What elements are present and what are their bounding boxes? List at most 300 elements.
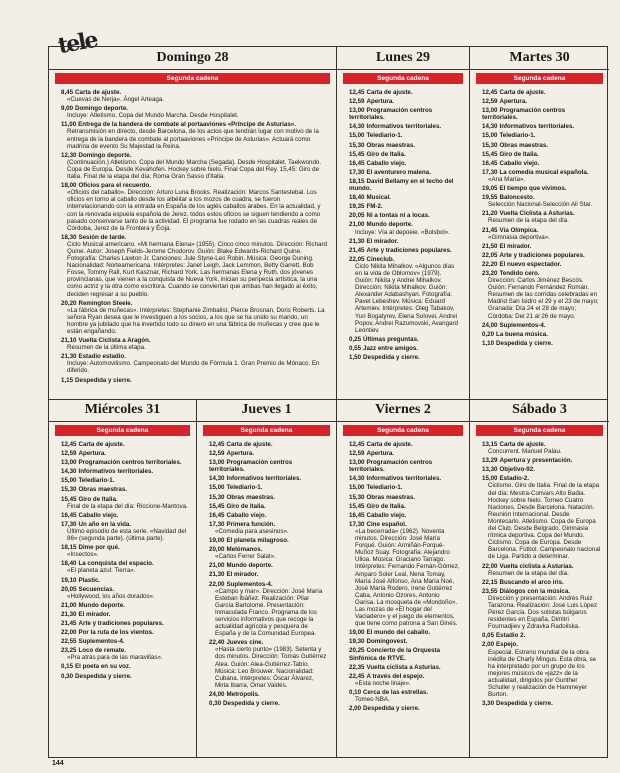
program-item xyxy=(482,270,601,320)
program-item xyxy=(482,340,601,347)
program-description: Ciclismo. Giro de Italia. Final de la etapa del día: Mestra-Convars Alto Badia. Hockey sobre hielo. Torneo Cuatro Naciones. Desde Barcelona. Natación. Reunión Internacional. Desde Montecarlo. Atletismo. Copa de Europa del Club. Desde Belgrado. Gimnasia rítmica deportiva. Copa del Mundo. Ciclismo. Copa de Europa. Desde Barcelona. Fútbol. Campeonato nacional de Liga. Partido a determinar. xyxy=(488,482,601,561)
program-item xyxy=(61,152,328,180)
program-item xyxy=(61,300,328,335)
program-title: Apertura y presentación. xyxy=(499,457,573,465)
program-list xyxy=(49,441,196,680)
program-item xyxy=(482,700,601,707)
channel-band: Segunda cadena xyxy=(55,425,190,436)
program-item xyxy=(61,496,188,510)
program-description: «Insectos». xyxy=(67,551,99,559)
program-time: 23,25 xyxy=(61,647,77,655)
program-title: Dime por qué. xyxy=(78,544,120,552)
program-item xyxy=(349,194,461,201)
program-item xyxy=(61,121,328,149)
program-item xyxy=(61,450,188,457)
program-description: Resumen de la etapa del día. xyxy=(488,569,569,577)
program-item xyxy=(61,620,188,627)
program-title: Domingo deporte. xyxy=(78,151,132,159)
program-time: 21,00 xyxy=(349,221,365,229)
program-title: Telediario-1. xyxy=(366,484,403,492)
program-time: 14,30 xyxy=(209,475,225,483)
program-title: Obras maestras. xyxy=(366,493,415,501)
program-time: 22,00 xyxy=(482,562,498,570)
program-title: Informativos territoriales. xyxy=(366,475,442,483)
program-description: Ciclo Nikita Mihalkov. «Algunos días en la vida de Oblomov» (1979). Guión: Nikita y Andrei Mihalkov. Dirección: Nikita Mihalkov. Guión: Alexander Adabashyan. Fotografía: Pavel Lebeshev. Música: Eduard Artemiev. Intérpretes: Oleg Tabakov, Yuri Bogatyrev, Elena Solovei, Andrei Popov, Andrei Razumovski, Avangard Leontiev. xyxy=(355,262,458,334)
program-title: Concierto de la Orquesta Sinfónica de RTVE. xyxy=(349,647,441,662)
program-time: 21,30 xyxy=(61,353,77,361)
program-title: Programación centros territoriales. xyxy=(349,107,433,122)
program-time: 15,00 xyxy=(61,477,77,485)
program-title: El mundo del caballo. xyxy=(366,629,431,637)
day-column xyxy=(49,399,196,757)
program-time: 15,00 xyxy=(482,475,498,483)
program-list xyxy=(337,89,469,361)
program-title: Obras maestras. xyxy=(226,493,275,501)
program-time: 18,15 xyxy=(61,544,77,552)
program-item xyxy=(349,221,461,235)
program-title: Caballo viejo. xyxy=(226,511,267,519)
program-time: 2,00 xyxy=(482,641,495,649)
program-time: 13,00 xyxy=(482,107,498,115)
program-title: Buscando el arco iris. xyxy=(499,578,564,586)
program-item xyxy=(209,459,328,473)
program-time: 22,35 xyxy=(349,663,365,671)
program-time: 14,30 xyxy=(61,468,77,476)
channel-band: Segunda cadena xyxy=(476,425,603,436)
program-item xyxy=(209,441,328,448)
program-item xyxy=(349,647,461,661)
program-time: 13,15 xyxy=(482,441,498,448)
program-item xyxy=(61,602,188,609)
program-time: 23,20 xyxy=(482,269,498,277)
program-item xyxy=(209,700,328,707)
program-item xyxy=(349,512,461,519)
program-title: Programación centros territoriales. xyxy=(482,107,566,122)
program-item xyxy=(482,261,601,268)
program-time: 14,30 xyxy=(349,123,365,131)
program-time: 19,35 xyxy=(349,203,365,211)
program-title: El mirador. xyxy=(499,242,532,250)
program-title: Estadio estadio. xyxy=(78,353,126,361)
program-time: 13,29 xyxy=(482,457,498,465)
program-time: 15,45 xyxy=(349,502,365,510)
program-title: Tendido cero. xyxy=(499,269,540,277)
program-time: 16,45 xyxy=(61,511,77,519)
program-title: Carta de ajuste. xyxy=(499,89,546,96)
program-title: El mirador. xyxy=(366,237,399,245)
program-title: Informativos territoriales. xyxy=(499,123,575,131)
program-time: 15,00 xyxy=(482,132,498,140)
program-title: Mundo deporte. xyxy=(226,562,273,570)
program-item xyxy=(482,151,601,158)
program-time: 22,20 xyxy=(482,260,498,268)
program-title: Despedida y cierre. xyxy=(75,672,132,680)
program-description: «Ana María». xyxy=(488,175,526,183)
program-time: 0,30 xyxy=(209,700,222,707)
program-title: Musical. xyxy=(366,194,391,202)
program-item xyxy=(61,377,328,384)
program-description: «Hasta cierto punto» (1983). Setenta y dos minutos. Dirección: Tomás Gutiérrez Alea. Guión: Alea-Gutiérrez-Tabío. Música: Leo Brouwer. Nacionalidad: Cubana. Intérpretes: Óscar Álvarez, Mirta Ibarra, Omar Valdés. xyxy=(215,646,327,689)
program-time: 21,10 xyxy=(61,337,77,345)
program-item xyxy=(482,331,601,338)
program-title: Cerca de las estrellas. xyxy=(363,688,429,696)
program-title: Estadio-2. xyxy=(499,475,530,483)
program-item xyxy=(61,468,188,475)
program-item xyxy=(61,611,188,618)
program-item xyxy=(209,581,328,638)
program-title: FM-2. xyxy=(366,203,383,211)
program-item xyxy=(209,537,328,544)
program-item xyxy=(61,441,188,448)
page-number: 144 xyxy=(52,760,64,767)
program-item xyxy=(61,663,188,670)
program-title: Secuencias. xyxy=(78,585,115,593)
program-time: 15,30 xyxy=(482,141,498,149)
program-time: 19,00 xyxy=(349,629,365,637)
program-title: Últimas preguntas. xyxy=(363,335,419,343)
program-title: Giro de Italia. xyxy=(226,502,266,510)
program-title: Arte y tradiciones populares. xyxy=(366,246,452,254)
program-item xyxy=(482,457,601,464)
program-item xyxy=(349,178,461,192)
program-item xyxy=(61,105,328,119)
program-time: 15,30 xyxy=(209,493,225,501)
program-title: Carta de ajuste. xyxy=(78,441,125,448)
program-item xyxy=(349,673,461,687)
program-time: 12,59 xyxy=(61,450,77,458)
program-title: Jazz entre amigos. xyxy=(363,344,419,352)
program-description: «Hollywood, los años dorados». xyxy=(67,592,155,600)
program-item xyxy=(61,544,188,558)
program-item xyxy=(61,512,188,519)
program-item xyxy=(482,252,601,259)
program-title: Telediario-1. xyxy=(366,132,403,140)
program-item xyxy=(482,588,601,631)
program-time: 1,10 xyxy=(482,339,495,347)
program-item xyxy=(482,243,601,250)
program-title: Sesión de tarde. xyxy=(78,233,127,241)
program-item xyxy=(349,459,461,473)
program-title: Remington Steele. xyxy=(78,299,133,307)
program-time: 15,45 xyxy=(349,150,365,158)
schedule-row-bottom xyxy=(49,399,607,757)
channel-band: Segunda cadena xyxy=(343,73,463,84)
program-title: Apertura. xyxy=(499,98,527,106)
program-title: Primera función. xyxy=(226,520,276,528)
program-item xyxy=(349,142,461,149)
program-time: 22,00 xyxy=(209,580,225,588)
program-time: 13,30 xyxy=(482,466,498,474)
program-list xyxy=(337,441,469,712)
program-title: Giro de Italia. xyxy=(366,150,406,158)
program-title: A través del espejo. xyxy=(366,672,425,680)
program-description: Ciclo Musical americano. «Mi hermana Elena» (1955). Cinco cinco minutos. Dirección: Richard Quine. Autor: Joseph Fields-Jerome Chodorov. Guión: Blake Edwards-Richard Quine. Fotografía: Charles Lawton Jr. Canciones: Jule Styne-Leo Robin. Música: George Duning. Nacionalidad: Norteamericana. Intérpretes: Janet Leigh, Jack Lemmon, Betty Garrett, Bob Fosse, Tommy Rall, Kurt Kasznar, Richard York. Las hermanas Elena y Ruth, dos jóvenes provincianas, que vienen a la conquista de Nueva York, inician su peripecia artística, la una como actriz y la otra como escritora. Cuando se conviertan que ambas han llegado al éxito, deciden regresar a su pueblo. xyxy=(67,240,327,298)
program-item xyxy=(482,466,601,473)
day-heading: Sábado 3 xyxy=(470,399,609,422)
program-item xyxy=(209,503,328,510)
program-item xyxy=(482,210,601,224)
program-time: 15,45 xyxy=(61,495,77,503)
program-time: 15,00 xyxy=(209,484,225,492)
program-description: «Oficios del caballo». Dirección: Arturo Luna Brooks. Realización: Marcos Santestebal. Los oficios en torno al caballo desde los albéitar a los mozos de cuadra, se fueron interrelacionando con la entrada en España de los aglés caballos árabes. En la actualidad, y con la renovada espuela española de Jerez, todos estos oficios se siguen tendiendo a como pasado conservarse tanto de la actividad. El programa fue rodado en las cuadras reales de Córdoba, Jerez de la Frontera y Écija. xyxy=(67,189,321,232)
program-time: 12,30 xyxy=(61,151,77,159)
program-time: 21,00 xyxy=(209,562,225,570)
program-title: El nuevo espectador. xyxy=(499,260,562,268)
program-title: Carta de ajuste. xyxy=(75,89,122,96)
program-title: Obras maestras. xyxy=(78,486,127,494)
program-title: Informativos territoriales. xyxy=(78,468,154,476)
program-item xyxy=(349,107,461,121)
program-item xyxy=(482,475,601,560)
program-item xyxy=(209,562,328,569)
program-title: Despedida y cierre. xyxy=(496,700,553,708)
program-title: Despedida y cierre. xyxy=(223,700,280,707)
program-title: Carta de ajuste. xyxy=(366,441,413,448)
program-description: «La fábrica de muñecas». Intérpretes: Stephanie Zimbalist, Pierce Brosnan, Doris Roberts. La señora Ryan desea que le investiguen a los socios, a los que se ha unido su marido, un hombre ya jubilado que ha invertido todo su dinero en una fábrica de muñecas y cree que le están engañando. xyxy=(67,306,325,335)
program-time: 12,59 xyxy=(209,450,225,458)
program-item xyxy=(482,322,601,329)
program-item xyxy=(61,560,188,574)
channel-band: Segunda cadena xyxy=(343,425,463,436)
program-time: 15,30 xyxy=(349,141,365,149)
program-time: 8,45 xyxy=(61,89,74,96)
program-title: Cine español. xyxy=(366,520,407,528)
program-time: 2,00 xyxy=(349,705,362,713)
program-time: 15,45 xyxy=(482,150,498,158)
program-title: Entrega de la bandera de combate al portaaviones «Príncipe de Asturias». xyxy=(78,121,296,129)
program-time: 22,45 xyxy=(349,672,365,680)
program-title: Suplementos-4. xyxy=(226,580,273,588)
program-time: 17,30 xyxy=(61,520,77,528)
program-item xyxy=(349,503,461,510)
program-item xyxy=(482,194,601,208)
program-title: Vuelta Ciclista a Asturias. xyxy=(499,210,575,218)
program-title: El aventurero malena. xyxy=(366,168,431,176)
program-title: Espejo. xyxy=(496,641,519,649)
day-heading: Viernes 2 xyxy=(337,399,469,422)
program-time: 1,50 xyxy=(349,354,362,361)
program-title: Baloncesto. xyxy=(499,194,535,202)
program-time: 18,15 xyxy=(349,177,365,185)
program-item xyxy=(349,441,461,448)
program-item xyxy=(61,638,188,645)
program-time: 19,30 xyxy=(349,638,365,646)
program-time: 13,00 xyxy=(61,459,77,467)
program-title: Oficios para el recuerdo. xyxy=(78,182,152,190)
program-time: 12,59 xyxy=(349,450,365,458)
program-item xyxy=(349,238,461,245)
program-time: 11,00 xyxy=(61,121,77,129)
program-title: Telediario-1. xyxy=(226,484,263,492)
program-time: 20,05 xyxy=(61,585,77,593)
program-title: Apertura. xyxy=(366,98,394,106)
program-title: Plastic. xyxy=(78,576,101,584)
program-title: Ni a tontas ni a locas. xyxy=(366,212,430,220)
schedule-row-top xyxy=(49,47,607,400)
program-item xyxy=(349,494,461,501)
program-title: La buena música. xyxy=(496,330,548,338)
program-time: 20,25 xyxy=(349,647,365,655)
program-title: Estadio 2. xyxy=(496,632,526,640)
program-list xyxy=(470,441,609,707)
program-title: Arte y tradiciones populares. xyxy=(78,619,164,627)
program-time: 21,45 xyxy=(349,246,365,254)
program-item xyxy=(61,647,188,661)
day-column xyxy=(196,399,336,757)
program-title: Arte y tradiciones populares. xyxy=(499,251,585,259)
program-time: 18,40 xyxy=(61,560,77,568)
program-time: 19,10 xyxy=(61,576,77,584)
program-time: 18,40 xyxy=(349,194,365,202)
program-title: Despedida y cierre. xyxy=(75,376,132,384)
program-time: 12,45 xyxy=(349,441,365,448)
program-time: 19,05 xyxy=(482,185,498,193)
program-description: Especial. Estreno mundial de la obra inédita de Charly Mingus. Esta obra, se ha interpretado por un grupo de los mejores músicos de «jazz» de la actualidad, dirigidos por Gunther Schuller y realización de Hammeyer Burton. xyxy=(488,648,596,699)
program-time: 0,05 xyxy=(482,632,495,640)
program-title: Mundo deporte. xyxy=(78,601,125,609)
program-title: El planeta milagroso. xyxy=(226,537,289,545)
program-description: «La becerrada» (1962). Noventa minutos. Dirección: José María Forqué. Guión: Armiñán-Forqué-Muñoz Suay. Fotografía: Alejandro Ulloa. Música: Graciano Tarrago. Intérpretes: Fernando Fernán-Gómez, Amparo Soler Leal, Nena Tomay, María José Alfonso, Ana María Noé, José María Rodero, Irene Gutiérrez Caba, Antonio Ozores, Antonio Garisa. La mosqueta de «Mondoño». Las mozas de «El hogar del Vaciadero» y el juego de elementos, que tiene como patrona a San Ginés. xyxy=(355,527,460,628)
program-item xyxy=(349,256,461,334)
program-description: Selección Nacional-Selección All Star. xyxy=(488,201,593,209)
program-title: Despedida y cierre. xyxy=(363,705,420,713)
program-item xyxy=(349,151,461,158)
program-title: Caballo viejo. xyxy=(366,159,407,167)
program-time: 1,15 xyxy=(61,376,74,384)
program-time: 17,30 xyxy=(349,168,365,176)
program-title: Metrópolis. xyxy=(226,690,260,698)
program-item xyxy=(61,673,188,680)
program-item xyxy=(482,123,601,130)
program-title: Melómanos. xyxy=(226,546,263,554)
program-title: Caballo viejo. xyxy=(366,511,407,519)
program-item xyxy=(61,629,188,636)
program-time: 13,00 xyxy=(349,459,365,467)
magazine-logo: tele xyxy=(56,26,99,60)
program-title: Obras maestras. xyxy=(366,141,415,149)
program-item xyxy=(61,337,328,351)
program-description: Resumen de la etapa del día. xyxy=(488,217,569,225)
program-title: David Bellamy en el techo del mundo. xyxy=(349,177,454,193)
day-heading: Jueves 1 xyxy=(197,399,336,422)
program-time: 19,00 xyxy=(209,537,225,545)
program-description: Incluye: Vía al depoeie. «Bolsbol». xyxy=(355,228,450,236)
program-item xyxy=(61,182,328,232)
program-time: 21,30 xyxy=(209,571,225,579)
program-time: 15,30 xyxy=(349,493,365,501)
program-item xyxy=(349,160,461,167)
day-column xyxy=(469,47,609,399)
program-description: «Gimnasia deportiva». xyxy=(488,233,550,241)
program-item xyxy=(209,475,328,482)
program-title: El mirador. xyxy=(78,610,111,618)
program-title: Apertura. xyxy=(226,450,254,458)
program-item xyxy=(209,484,328,491)
program-description: Final de la etapa del día: Riccione-Mantova. xyxy=(67,502,188,510)
program-time: 12,45 xyxy=(209,441,225,448)
program-description: Incluye: Automovilismo. Campeonato del Mundo de Fórmula 1. Gran Premio de Mónaco. En diferido. xyxy=(67,360,320,375)
day-column xyxy=(49,47,336,399)
program-time: 22,55 xyxy=(61,638,77,646)
program-time: 15,30 xyxy=(61,486,77,494)
program-title: Cineclub. xyxy=(366,255,395,263)
program-item xyxy=(349,247,461,254)
program-item xyxy=(61,586,188,600)
program-title: Giro de Italia. xyxy=(366,502,406,510)
program-time: 18,00 xyxy=(61,182,77,190)
program-time: 20,00 xyxy=(209,546,225,554)
program-time: 24,00 xyxy=(209,690,225,698)
program-list xyxy=(49,89,336,384)
program-item xyxy=(61,521,188,542)
program-time: 22,00 xyxy=(61,629,77,637)
program-title: Vía Olímpica. xyxy=(499,226,539,234)
program-time: 12,59 xyxy=(349,98,365,106)
program-item xyxy=(349,132,461,139)
program-time: 12,59 xyxy=(482,98,498,106)
program-item xyxy=(209,450,328,457)
program-time: 15,00 xyxy=(349,484,365,492)
program-time: 17,30 xyxy=(482,168,498,176)
program-item xyxy=(349,98,461,105)
program-title: Suplementos-4. xyxy=(78,638,125,646)
program-title: Despedida y cierre. xyxy=(363,354,420,361)
program-time: 21,50 xyxy=(482,242,498,250)
program-item xyxy=(349,475,461,482)
program-time: 13,00 xyxy=(349,107,365,115)
program-title: Jueves cine. xyxy=(226,639,264,647)
program-item xyxy=(349,169,461,176)
program-item xyxy=(482,142,601,149)
program-title: Carta de ajuste. xyxy=(499,441,546,448)
program-title: Apertura. xyxy=(366,450,394,458)
program-title: Vuelta Ciclista a Aragón. xyxy=(78,337,151,345)
program-time: 21,20 xyxy=(482,210,498,218)
program-description: Dirección: Carlos Jiménez Bescós. Guión: Fernando Fernández Román. Resumen de las corridas celebradas en Madrid San Isidro el 29 y el 23 de mayo; Granada: Día 24 el 28 de mayo; Córdoba: Del 21 al 26 de mayo. xyxy=(488,277,599,320)
program-item xyxy=(349,123,461,130)
program-item xyxy=(482,160,601,167)
program-time: 20,05 xyxy=(349,212,365,220)
program-description: Tomeo NBA. xyxy=(355,696,390,703)
program-description: Último episodio de esta serie. «Navidad del 86» (segunda parte). (última parte). xyxy=(67,527,187,543)
program-title: La conquista del espacio. xyxy=(78,560,154,568)
program-item xyxy=(349,354,461,361)
program-item xyxy=(209,571,328,578)
program-item xyxy=(349,484,461,491)
program-item xyxy=(349,521,461,627)
program-item xyxy=(482,563,601,577)
program-title: Caballo viejo. xyxy=(499,159,540,167)
program-item xyxy=(349,212,461,219)
program-description: Retransmisión en directo, desde Barcelona, de los actos que tendrán lugar con motivo de la entrega de la bandera de combate al portaaviones «Príncipe de Asturias». Actuará como madrina de evento Su Majestad la Reina. xyxy=(67,128,319,150)
program-title: El mirador. xyxy=(226,571,259,579)
program-item xyxy=(482,579,601,586)
program-title: Domingo deporte. xyxy=(75,105,128,113)
channel-band: Segunda cadena xyxy=(55,73,330,84)
program-time: 0,30 xyxy=(61,672,74,680)
program-item xyxy=(349,89,461,96)
program-item xyxy=(482,132,601,139)
program-item xyxy=(61,89,328,103)
program-item xyxy=(209,639,328,689)
program-item xyxy=(61,353,328,374)
program-time: 15,00 xyxy=(349,132,365,140)
program-description: Incluye: Atletismo. Copa del Mundo Marcha. Desde Hospitalet. xyxy=(67,112,239,120)
program-title: Carta de ajuste. xyxy=(226,441,273,448)
program-description: Resumen de la última etapa. xyxy=(67,344,146,352)
program-item xyxy=(349,705,461,712)
program-description: Dirección y presentación: Andrés Ruiz Tarazona. Realización: José Luis López Pérez García. Dos solistas búlgaros residentes en España, Dimitri Fournadjiev y Zdravka Radoilska. xyxy=(488,594,598,631)
